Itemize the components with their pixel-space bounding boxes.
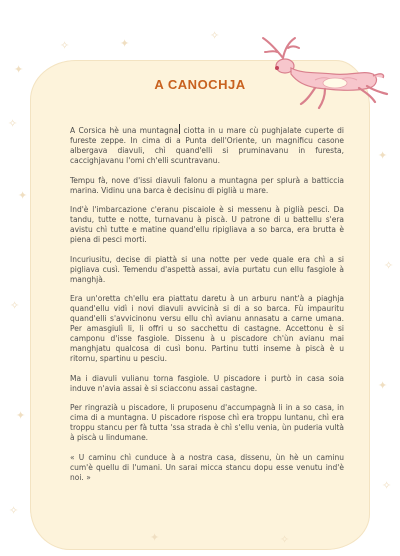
sparkle-icon: ✧ — [9, 504, 19, 517]
sparkle-icon: ✦ — [16, 409, 26, 422]
story-title — [0, 77, 400, 92]
paragraph — [70, 374, 344, 394]
story-body — [70, 124, 344, 492]
paragraph — [70, 403, 344, 443]
story-title-text: A CANOCHJA — [154, 77, 246, 92]
paragraph — [70, 176, 344, 196]
paragraph — [70, 255, 344, 285]
paragraph-text-rest: ciotta in u mare cù pughjalate cuperte di fureste zeppe. In cima di a Punta dell'Oriente, un magnificu casone albergava diavuli, chì quand'elli si pruminavanu in furesta, caccighjavanu l'omi ch'elli scuntravanu. — [70, 126, 344, 165]
paragraph — [70, 205, 344, 245]
paragraph — [70, 124, 344, 166]
sparkle-icon: ✧ — [210, 29, 220, 42]
paragraph — [70, 453, 344, 483]
paragraph-text: Ind'è l'imbarcazione c'eranu piscaiole è si messenu à piglià pesci. Da tandu, tutte e notte, turnavanu à piscà. U patrone di u battellu s'era avistu chì tutte e matine quand'ellu ripigliava a so barca, era brutta è piena di pesci morti. — [70, 205, 344, 244]
sparkle-icon: ✧ — [8, 117, 18, 130]
paragraph-text-start: A Corsica hè una muntagna — [70, 126, 179, 135]
sparkle-icon: ✦ — [18, 189, 28, 202]
sparkle-icon: ✧ — [10, 299, 20, 312]
sparkle-icon: ✧ — [382, 479, 392, 492]
sparkle-icon: ✦ — [14, 63, 24, 76]
reindeer-illustration — [255, 30, 395, 110]
sparkle-icon: ✦ — [120, 37, 130, 50]
paragraph-text: « U caminu chì cunduce à a nostra casa, dissenu, ùn hè un caminu cum'è quellu di l'umani. Un sarai micca stancu dopu esse venutu ind'è noi. » — [70, 452, 344, 482]
paragraph-text: Tempu fà, nove d'issi diavuli falonu a muntagna per splurà a batticcia marina. Vidinu una barca è decisinu di piglià u mare. — [70, 175, 344, 195]
paragraph-text: Incuriusitu, decise di piattà si una notte per vede quale era chì a si pigliava cusì. Temendu d'aspettà assai, avia purtatu cun ellu fasgiole à manghjà. — [70, 254, 344, 284]
paragraph-text: Era un'oretta ch'ellu era piattatu daretu à un arburu nant'à a piaghja quand'ellu vidì i novi diavuli avvicinà si di a so barca. Fù impauritu quand'elli s'avvicinonu versu ellu chì avianu annasatu a carne umana. Per amasgiulì li, li offri u so sacchettu di castagne. Accettonu è si camponu d'isse fasgiole. Dissenu à u piscadore ch'ùn avianu mai manghjatu qualcosa di cusì bonu. Partinu tutti inseme à piscà è u ritornu, spartinu u pesciu. — [70, 294, 344, 363]
paragraph-text: Ma i diavuli vulianu torna fasgiole. U piscadore i purtò in casa soia induve n'avia assai è si sciacconu assai castagne. — [70, 373, 344, 393]
sparkle-icon: ✧ — [384, 259, 394, 272]
paragraph — [70, 294, 344, 364]
sparkle-icon: ✧ — [280, 533, 290, 546]
sparkle-icon: ✦ — [378, 379, 388, 392]
sparkle-icon: ✦ — [150, 531, 160, 544]
paragraph-text: Per ringrazià u piscadore, li pruposenu d'accumpagnà li in a so casa, in cima di a muntagna. U piscadore rispose chì era troppu luntanu, chì era troppu stancu per fà tutta 'ssa strada è chì s'ellu venia, ùn puderia vultà à piscà u lindumane. — [70, 403, 344, 442]
sparkle-icon: ✦ — [378, 149, 388, 162]
sparkle-icon: ✧ — [60, 39, 70, 52]
